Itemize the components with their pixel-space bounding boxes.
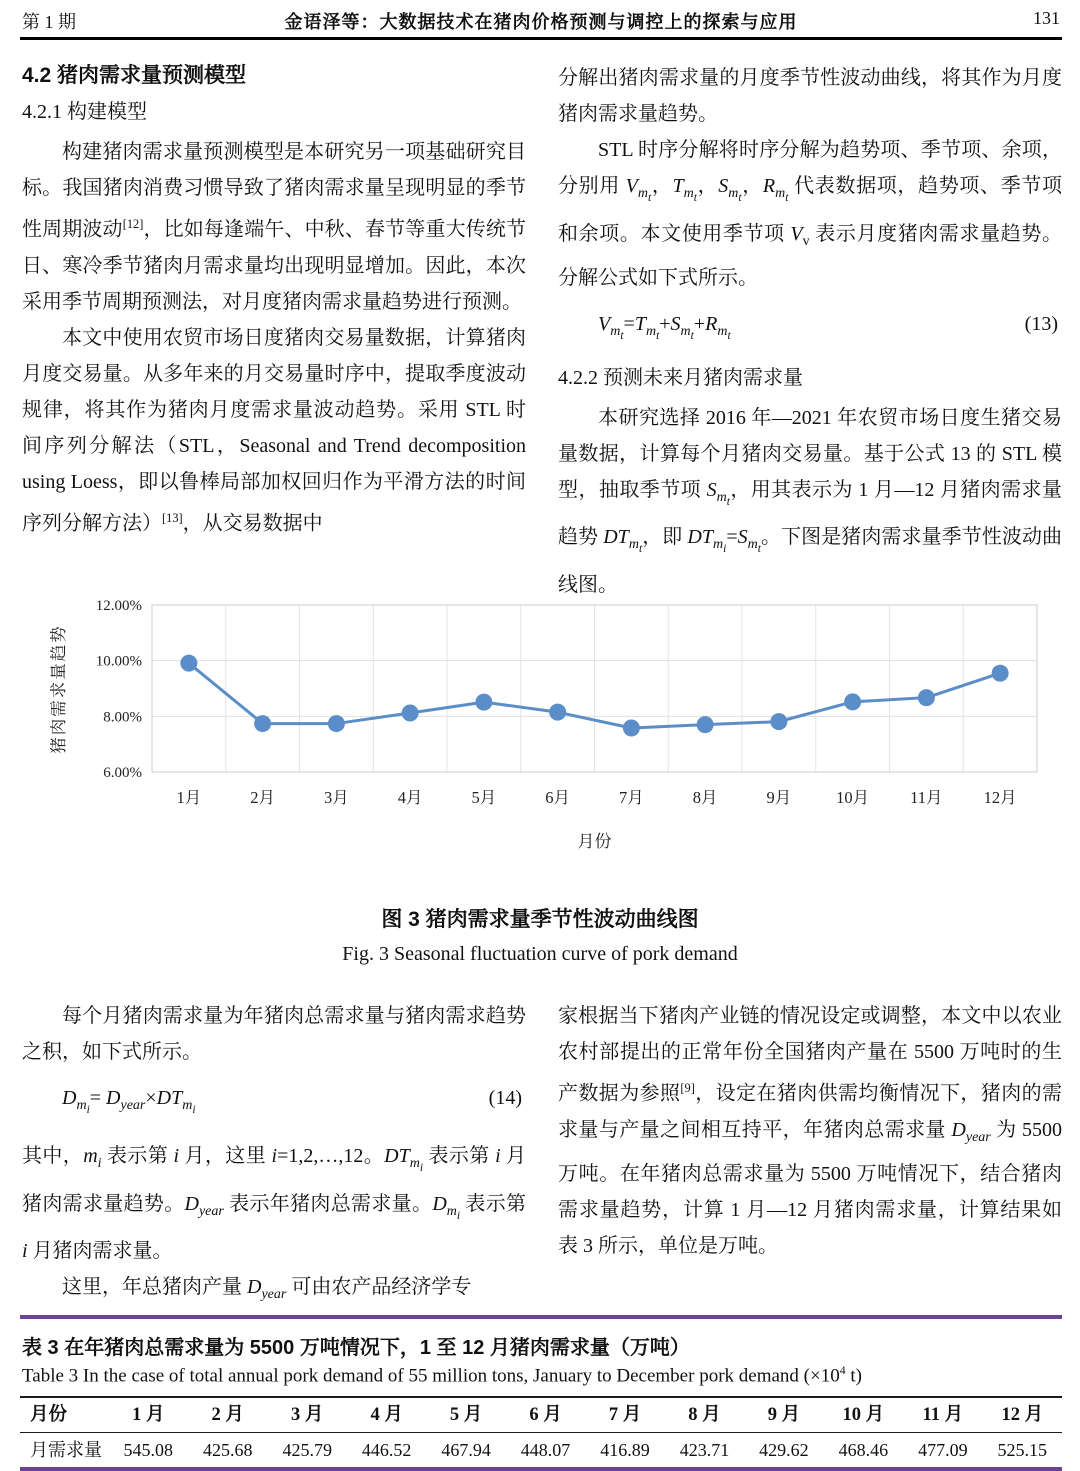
x-axis-tick-label: 10月 [836,788,870,807]
figure-caption-en: Fig. 3 Seasonal fluctuation curve of pork demand [342,943,738,965]
x-axis-tick-label: 11月 [910,788,943,807]
table-header-cell: 9 月 [767,1405,801,1426]
data-point-marker [770,713,787,730]
header-issue: 第 1 期 [22,12,76,32]
chart-x-axis-label: 月份 [577,832,612,851]
right-column-bottom [558,998,1062,1313]
page-header [20,8,1062,34]
table-row-label: 月需求量 [30,1440,102,1461]
x-axis-tick-label: 3月 [324,788,349,807]
table-cell: 429.62 [759,1440,809,1461]
table-caption-en: Table 3 In the case of total annual pork demand of 55 million tons, January to December pork demand ($\times 10^4$ t) [22,1364,862,1387]
left-column-bottom [22,998,526,1313]
demand-trend-line-chart [0,575,1080,875]
paragraph: STL 时序分解将时序分解为趋势项、季节项、余项，分别用 $V_{m_t}$，$T_{m_t}$，$S_{m_t}$，$R_{m_t}$ 代表数据项，趋势项、季节项和余项。本文使用季节项 $V_v$ 表示月度猪肉需求量趋势。分解公式如下式所示。 [558,139,1063,289]
table-header-cell: 4 月 [370,1405,403,1426]
table-header-cell: 1 月 [132,1405,165,1426]
table-cell: 468.46 [838,1440,889,1461]
chart-y-axis-label: 猪肉需求量趋势 [49,624,68,754]
paragraph: 家根据当下猪肉产业链的情况设定或调整，本文中以农业农村部提出的正常年份全国猪肉产量在 5500 万吨时的生产数据为参照[9]，设定在猪肉供需均衡情况下，猪肉的需求量与产量之间相互持平，年猪肉总需求量 $D_{year}$ 为 5500 万吨。在年猪肉总需求量为 5500 万吨情况下，结合猪肉需求量趋势，计算 1 月—12 月猪肉需求量，计算结果如表 3 所示，单位是万吨。 [558,1005,1063,1257]
x-axis-tick-label: 9月 [766,788,792,807]
x-axis-tick-label: 2月 [250,788,275,807]
demand-table [20,1396,1062,1467]
section-heading-4-2-1: 4.2.1 构建模型 [22,101,147,123]
equation-13-expression: $V_{m_t}=T_{m_t}+S_{m_t}+R_{m_t}$ [598,312,731,342]
table-header-row [20,1397,1062,1433]
paragraph: 其中，$m_i$ 表示第 i 月，这里 i=1,2,…,12。$DT_{m_i}$ 表示第 i 月猪肉需求量趋势。$D_{year}$ 表示年猪肉总需求量。$D_{m_i}$ 表示第 i 月猪肉需求量。 [22,1144,527,1263]
table-header-cell: 3 月 [291,1405,324,1426]
figure-3-chart [0,575,1080,875]
y-axis-tick-label: 8.00% [103,709,142,726]
data-point-marker [254,715,271,732]
table-cell: 545.08 [123,1440,174,1461]
data-point-marker [549,704,566,721]
x-axis-tick-label: 5月 [471,788,497,807]
x-axis-tick-label: 6月 [545,788,570,807]
right-column-top [558,60,1062,603]
table-cell: 416.89 [600,1440,650,1461]
equation-13 [558,309,1062,351]
table-cell: 448.07 [520,1440,571,1461]
table-header-cell: 2 月 [211,1405,244,1426]
table-cell: 467.94 [441,1440,491,1461]
table-header-cell: 7 月 [608,1405,642,1426]
equation-14-expression: $D_{m_i}= D_{year}\times DT_{m_i}$ [62,1087,196,1116]
section-heading-4-2: 4.2 猪肉需求量预测模型 [22,64,247,87]
table-top-rule [20,1315,1062,1319]
section-heading-4-2-2: 4.2.2 预测未来月猪肉需求量 [558,366,803,389]
data-point-marker [918,689,935,706]
x-axis-tick-label: 7月 [619,788,644,807]
table-header-cell: 月份 [30,1405,68,1426]
equation-13-number: (13) [1024,312,1058,335]
x-axis-tick-label: 8月 [692,788,718,807]
data-point-marker [844,693,861,710]
paragraph: 这里，年总猪肉产量 $D_{year}$ 可由农产品经济学专 [62,1276,472,1303]
table-header-cell: 12 月 [1001,1405,1044,1426]
paragraph: 分解出猪肉需求量的月度季节性波动曲线，将其作为月度猪肉需求量趋势。 [558,67,1062,125]
data-point-marker [475,694,492,711]
header-rule [20,37,1062,40]
x-axis-tick-label: 1月 [176,788,202,807]
upper-columns [22,60,1062,603]
table-header-cell: 10 月 [842,1405,885,1426]
table-header-cell: 8 月 [688,1405,721,1426]
left-column-top [22,60,526,603]
x-axis-tick-label: 12月 [983,788,1017,807]
equation-14-number: (14) [488,1087,522,1109]
header-title: 金语泽等：大数据技术在猪肉价格预测与调控上的探索与应用 [284,12,798,32]
paragraph: 构建猪肉需求量预测模型是本研究另一项基础研究目标。我国猪肉消费习惯导致了猪肉需求量呈现明显的季节性周期波动[12]，比如每逢端午、中秋、春节等重大传统节日、寒冷季节猪肉月需求量均出现明显增加。因此，本次采用季节周期预测法，对月度猪肉需求量趋势进行预测。 [22,141,527,313]
table-cell: 423.71 [679,1440,730,1461]
lower-columns [22,998,1062,1313]
data-point-marker [623,720,640,737]
table-cell: 446.52 [361,1440,412,1461]
table-caption-cn: 表 3 在年猪肉总需求量为 5500 万吨情况下，1 至 12 月猪肉需求量（万吨） [22,1337,690,1359]
equation-14 [22,1083,526,1125]
table-header-cell: 11 月 [922,1405,964,1426]
data-point-marker [328,715,345,732]
figure-caption-cn: 图 3 猪肉需求量季节性波动曲线图 [381,908,699,931]
table-cell: 425.68 [202,1440,253,1461]
y-axis-tick-label: 6.00% [103,765,142,781]
table-cell: 425.79 [282,1440,332,1461]
table-data-row [20,1433,1062,1468]
paragraph: 本研究选择 2016 年—2021 年农贸市场日度生猪交易量数据，计算每个月猪肉交易量。基于公式 13 的 STL 模型，抽取季节项 $S_{m_t}$，用其表示为 1 月—12 月猪肉需求量趋势 $DT_{m_t}$，即 $DT_{m_i}=S_{m_t}$。下图是猪肉需求量季节性波动曲线图。 [558,406,1063,597]
paragraph: 本文中使用农贸市场日度猪肉交易量数据，计算猪肉月度交易量。从多年来的月交易量时序中，提取季度波动规律，将其作为猪肉月度需求量波动趋势。采用 STL 时间序列分解法（STL，Seasonal and Trend decomposition using Loess，即以鲁棒局部加权回归作为平滑方法的时间序列分解方法）[13]，从交易数据中 [22,326,526,535]
x-axis-tick-label: 4月 [397,788,423,807]
paragraph: 每个月猪肉需求量为年猪肉总需求量与猪肉需求趋势之积，如下式所示。 [22,1005,526,1063]
data-point-marker [180,655,197,672]
data-point-marker [992,665,1009,682]
table-cell: 525.15 [997,1440,1048,1461]
header-page-number: 131 [1033,8,1060,28]
table-3-block [20,1315,1062,1471]
table-header-cell: 5 月 [449,1405,483,1426]
data-point-marker [402,704,419,721]
table-bottom-rule [20,1467,1062,1471]
y-axis-tick-label: 10.00% [95,653,142,670]
y-axis-tick-label: 12.00% [95,598,142,614]
data-point-marker [697,716,714,733]
table-cell: 477.09 [918,1440,968,1461]
table-header-cell: 6 月 [529,1405,562,1426]
